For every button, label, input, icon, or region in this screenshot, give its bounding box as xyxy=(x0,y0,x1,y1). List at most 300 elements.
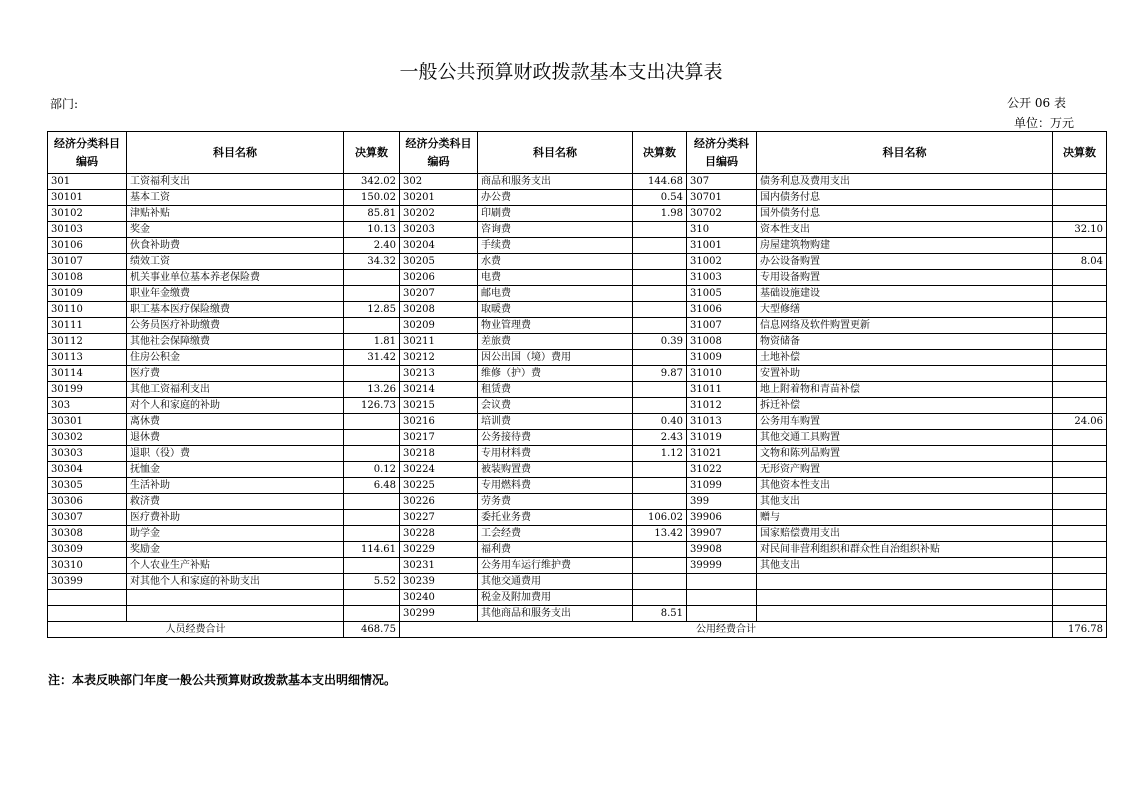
cell-amount: 10.13 xyxy=(344,222,400,238)
cell-amount xyxy=(633,270,687,286)
cell-amount xyxy=(633,350,687,366)
cell-name: 物业管理费 xyxy=(478,318,633,334)
cell-name: 国外债务付息 xyxy=(757,206,1053,222)
cell-amount xyxy=(633,254,687,270)
cell-code xyxy=(48,606,127,622)
cell-name: 个人农业生产补贴 xyxy=(127,558,344,574)
table-row xyxy=(48,414,1107,430)
cell-amount xyxy=(344,318,400,334)
cell-name: 职业年金缴费 xyxy=(127,286,344,302)
form-code: 公开 06 表 xyxy=(1007,96,1066,110)
cell-code: 30310 xyxy=(48,558,127,574)
cell-amount: 8.04 xyxy=(1053,254,1107,270)
cell-amount: 8.51 xyxy=(633,606,687,622)
cell-code xyxy=(687,590,757,606)
cell-code: 399 xyxy=(687,494,757,510)
cell-amount xyxy=(633,302,687,318)
cell-name: 工会经费 xyxy=(478,526,633,542)
cell-amount xyxy=(1053,318,1107,334)
cell-name: 其他工资福利支出 xyxy=(127,382,344,398)
cell-name: 医疗费 xyxy=(127,366,344,382)
cell-name xyxy=(757,574,1053,590)
cell-name: 商品和服务支出 xyxy=(478,174,633,190)
cell-code: 30231 xyxy=(400,558,478,574)
cell-amount: 1.98 xyxy=(633,206,687,222)
cell-name: 土地补偿 xyxy=(757,350,1053,366)
table-row xyxy=(48,318,1107,334)
cell-name: 福利费 xyxy=(478,542,633,558)
cell-code: 31011 xyxy=(687,382,757,398)
cell-code: 30111 xyxy=(48,318,127,334)
cell-name: 电费 xyxy=(478,270,633,286)
cell-amount xyxy=(344,366,400,382)
cell-amount xyxy=(1053,270,1107,286)
cell-name: 其他支出 xyxy=(757,494,1053,510)
cell-amount xyxy=(633,494,687,510)
cell-code: 30225 xyxy=(400,478,478,494)
cell-name: 其他支出 xyxy=(757,558,1053,574)
cell-name: 水费 xyxy=(478,254,633,270)
table-row xyxy=(48,574,1107,590)
header-name: 科目名称 xyxy=(757,132,1053,174)
cell-amount xyxy=(1053,526,1107,542)
cell-name: 医疗费补助 xyxy=(127,510,344,526)
cell-code: 30303 xyxy=(48,446,127,462)
table-row xyxy=(48,270,1107,286)
cell-code: 30214 xyxy=(400,382,478,398)
cell-code: 30701 xyxy=(687,190,757,206)
public-total-label: 公用经费合计 xyxy=(400,622,1053,638)
footnote: 注：本表反映部门年度一般公共预算财政拨款基本支出明细情况。 xyxy=(48,673,397,687)
header-amount: 决算数 xyxy=(633,132,687,174)
cell-code: 31006 xyxy=(687,302,757,318)
cell-name: 国内债务付息 xyxy=(757,190,1053,206)
cell-name: 退休费 xyxy=(127,430,344,446)
cell-amount: 342.02 xyxy=(344,174,400,190)
cell-amount: 144.68 xyxy=(633,174,687,190)
cell-name: 邮电费 xyxy=(478,286,633,302)
cell-code: 30208 xyxy=(400,302,478,318)
cell-name: 其他商品和服务支出 xyxy=(478,606,633,622)
cell-name: 机关事业单位基本养老保险费 xyxy=(127,270,344,286)
cell-amount: 106.02 xyxy=(633,510,687,526)
cell-code: 30305 xyxy=(48,478,127,494)
cell-name xyxy=(757,590,1053,606)
header-name: 科目名称 xyxy=(127,132,344,174)
cell-name: 办公费 xyxy=(478,190,633,206)
cell-amount: 13.26 xyxy=(344,382,400,398)
cell-name: 国家赔偿费用支出 xyxy=(757,526,1053,542)
cell-code: 30218 xyxy=(400,446,478,462)
cell-code: 30108 xyxy=(48,270,127,286)
table-body xyxy=(48,174,1107,622)
cell-code: 30226 xyxy=(400,494,478,510)
cell-amount xyxy=(1053,478,1107,494)
cell-name: 差旅费 xyxy=(478,334,633,350)
cell-amount xyxy=(1053,366,1107,382)
cell-name: 债务利息及费用支出 xyxy=(757,174,1053,190)
table-row xyxy=(48,238,1107,254)
cell-amount: 0.12 xyxy=(344,462,400,478)
cell-code: 30207 xyxy=(400,286,478,302)
cell-code: 30114 xyxy=(48,366,127,382)
header-econ-class: 经济分类科目编码 xyxy=(400,132,478,174)
cell-amount: 1.12 xyxy=(633,446,687,462)
cell-name: 职工基本医疗保险缴费 xyxy=(127,302,344,318)
cell-code: 31010 xyxy=(687,366,757,382)
cell-amount xyxy=(1053,174,1107,190)
cell-name: 咨询费 xyxy=(478,222,633,238)
personnel-total-label: 人员经费合计 xyxy=(48,622,344,638)
cell-amount xyxy=(1053,606,1107,622)
cell-amount xyxy=(633,462,687,478)
cell-code: 30304 xyxy=(48,462,127,478)
cell-name: 基础设施建设 xyxy=(757,286,1053,302)
cell-code: 30101 xyxy=(48,190,127,206)
cell-code: 30110 xyxy=(48,302,127,318)
cell-code: 30302 xyxy=(48,430,127,446)
cell-amount xyxy=(344,510,400,526)
header-name: 科目名称 xyxy=(478,132,633,174)
cell-name: 津贴补贴 xyxy=(127,206,344,222)
cell-code: 30229 xyxy=(400,542,478,558)
cell-amount xyxy=(633,222,687,238)
cell-amount xyxy=(1053,558,1107,574)
cell-amount: 2.43 xyxy=(633,430,687,446)
cell-amount xyxy=(1053,446,1107,462)
cell-name: 公务员医疗补助缴费 xyxy=(127,318,344,334)
cell-code: 30206 xyxy=(400,270,478,286)
cell-name: 被装购置费 xyxy=(478,462,633,478)
table-row xyxy=(48,350,1107,366)
table-row xyxy=(48,510,1107,526)
cell-amount xyxy=(633,238,687,254)
cell-amount xyxy=(1053,334,1107,350)
cell-name: 委托业务费 xyxy=(478,510,633,526)
cell-code: 30106 xyxy=(48,238,127,254)
cell-amount: 13.42 xyxy=(633,526,687,542)
cell-name: 办公设备购置 xyxy=(757,254,1053,270)
cell-name: 公务用车运行维护费 xyxy=(478,558,633,574)
cell-code: 30306 xyxy=(48,494,127,510)
cell-name: 大型修缮 xyxy=(757,302,1053,318)
cell-code: 31009 xyxy=(687,350,757,366)
header-amount: 决算数 xyxy=(344,132,400,174)
cell-amount: 5.52 xyxy=(344,574,400,590)
cell-name: 手续费 xyxy=(478,238,633,254)
cell-name: 因公出国（境）费用 xyxy=(478,350,633,366)
personnel-total-value: 468.75 xyxy=(344,622,400,638)
cell-name: 公务接待费 xyxy=(478,430,633,446)
table-row xyxy=(48,478,1107,494)
cell-amount xyxy=(1053,302,1107,318)
cell-code: 30205 xyxy=(400,254,478,270)
cell-amount: 126.73 xyxy=(344,398,400,414)
cell-amount xyxy=(1053,350,1107,366)
cell-name: 伙食补助费 xyxy=(127,238,344,254)
cell-name: 基本工资 xyxy=(127,190,344,206)
cell-code: 30107 xyxy=(48,254,127,270)
cell-code: 30109 xyxy=(48,286,127,302)
table-row xyxy=(48,254,1107,270)
cell-name: 其他社会保障缴费 xyxy=(127,334,344,350)
cell-code: 307 xyxy=(687,174,757,190)
cell-name: 专用设备购置 xyxy=(757,270,1053,286)
cell-code: 30211 xyxy=(400,334,478,350)
cell-amount: 0.40 xyxy=(633,414,687,430)
table-row xyxy=(48,398,1107,414)
cell-amount xyxy=(633,574,687,590)
cell-code: 30213 xyxy=(400,366,478,382)
cell-amount xyxy=(633,398,687,414)
cell-code: 30212 xyxy=(400,350,478,366)
cell-amount xyxy=(1053,206,1107,222)
cell-code: 30103 xyxy=(48,222,127,238)
cell-amount xyxy=(1053,238,1107,254)
cell-code: 31012 xyxy=(687,398,757,414)
cell-amount: 1.81 xyxy=(344,334,400,350)
cell-amount xyxy=(1053,590,1107,606)
public-total-value: 176.78 xyxy=(1053,622,1107,638)
table-row xyxy=(48,222,1107,238)
cell-name: 救济费 xyxy=(127,494,344,510)
table-row xyxy=(48,462,1107,478)
table-row xyxy=(48,190,1107,206)
cell-code: 30102 xyxy=(48,206,127,222)
page-title: 一般公共预算财政拨款基本支出决算表 xyxy=(399,61,723,83)
cell-amount xyxy=(344,590,400,606)
cell-name: 印刷费 xyxy=(478,206,633,222)
cell-amount: 9.87 xyxy=(633,366,687,382)
cell-amount xyxy=(1053,462,1107,478)
cell-code: 30199 xyxy=(48,382,127,398)
unit-label: 单位：万元 xyxy=(1013,116,1074,130)
header-row xyxy=(48,132,1107,174)
cell-code: 30239 xyxy=(400,574,478,590)
cell-name: 抚恤金 xyxy=(127,462,344,478)
cell-amount: 12.85 xyxy=(344,302,400,318)
cell-name: 维修（护）费 xyxy=(478,366,633,382)
cell-amount xyxy=(1053,190,1107,206)
table-row xyxy=(48,286,1107,302)
header-econ-class: 经济分类科目编码 xyxy=(687,132,757,174)
cell-amount: 2.40 xyxy=(344,238,400,254)
cell-amount xyxy=(633,382,687,398)
cell-amount xyxy=(344,494,400,510)
cell-amount xyxy=(1053,574,1107,590)
cell-name: 生活补助 xyxy=(127,478,344,494)
cell-code: 30203 xyxy=(400,222,478,238)
cell-name: 工资福利支出 xyxy=(127,174,344,190)
cell-code: 30112 xyxy=(48,334,127,350)
cell-name: 房屋建筑物购建 xyxy=(757,238,1053,254)
cell-name: 其他资本性支出 xyxy=(757,478,1053,494)
cell-amount xyxy=(633,542,687,558)
cell-code: 31022 xyxy=(687,462,757,478)
table-row xyxy=(48,174,1107,190)
cell-amount xyxy=(344,430,400,446)
cell-name xyxy=(127,590,344,606)
cell-code: 31002 xyxy=(687,254,757,270)
cell-name: 对个人和家庭的补助 xyxy=(127,398,344,414)
cell-code: 31019 xyxy=(687,430,757,446)
table-row xyxy=(48,334,1107,350)
cell-name: 赠与 xyxy=(757,510,1053,526)
cell-amount xyxy=(1053,398,1107,414)
cell-amount xyxy=(1053,494,1107,510)
cell-code: 30113 xyxy=(48,350,127,366)
table-row xyxy=(48,494,1107,510)
cell-code: 31007 xyxy=(687,318,757,334)
cell-name: 助学金 xyxy=(127,526,344,542)
cell-name: 取暖费 xyxy=(478,302,633,318)
cell-name: 其他交通费用 xyxy=(478,574,633,590)
cell-amount xyxy=(633,286,687,302)
cell-code: 30399 xyxy=(48,574,127,590)
table-row xyxy=(48,590,1107,606)
cell-name: 公务用车购置 xyxy=(757,414,1053,430)
cell-amount: 85.81 xyxy=(344,206,400,222)
cell-code: 31099 xyxy=(687,478,757,494)
cell-code: 30299 xyxy=(400,606,478,622)
cell-code xyxy=(687,574,757,590)
cell-amount xyxy=(1053,542,1107,558)
cell-code: 30209 xyxy=(400,318,478,334)
cell-name: 专用材料费 xyxy=(478,446,633,462)
cell-code: 31013 xyxy=(687,414,757,430)
cell-code: 30216 xyxy=(400,414,478,430)
cell-code: 30309 xyxy=(48,542,127,558)
cell-amount: 24.06 xyxy=(1053,414,1107,430)
cell-code: 31008 xyxy=(687,334,757,350)
cell-name: 拆迁补偿 xyxy=(757,398,1053,414)
cell-amount xyxy=(1053,382,1107,398)
cell-code xyxy=(48,590,127,606)
cell-amount xyxy=(633,478,687,494)
totals-row xyxy=(48,622,1107,638)
cell-amount xyxy=(344,526,400,542)
table-row xyxy=(48,526,1107,542)
cell-name: 专用燃料费 xyxy=(478,478,633,494)
cell-code: 31003 xyxy=(687,270,757,286)
department-label: 部门: xyxy=(50,97,79,111)
cell-amount xyxy=(344,446,400,462)
cell-name: 无形资产购置 xyxy=(757,462,1053,478)
cell-code: 31005 xyxy=(687,286,757,302)
cell-code: 30215 xyxy=(400,398,478,414)
cell-name xyxy=(757,606,1053,622)
cell-name: 住房公积金 xyxy=(127,350,344,366)
cell-code: 30308 xyxy=(48,526,127,542)
cell-code: 39906 xyxy=(687,510,757,526)
table-row xyxy=(48,446,1107,462)
cell-code: 303 xyxy=(48,398,127,414)
table-row xyxy=(48,366,1107,382)
cell-amount xyxy=(1053,286,1107,302)
cell-code: 310 xyxy=(687,222,757,238)
cell-name: 奖金 xyxy=(127,222,344,238)
cell-amount xyxy=(1053,430,1107,446)
cell-name: 文物和陈列品购置 xyxy=(757,446,1053,462)
cell-code: 30307 xyxy=(48,510,127,526)
cell-amount xyxy=(633,558,687,574)
cell-code: 30301 xyxy=(48,414,127,430)
table-row xyxy=(48,606,1107,622)
header-amount: 决算数 xyxy=(1053,132,1107,174)
cell-name: 税金及附加费用 xyxy=(478,590,633,606)
table-row xyxy=(48,302,1107,318)
cell-amount: 34.32 xyxy=(344,254,400,270)
cell-code: 39907 xyxy=(687,526,757,542)
cell-amount: 6.48 xyxy=(344,478,400,494)
table-row xyxy=(48,558,1107,574)
cell-code: 31001 xyxy=(687,238,757,254)
cell-name: 信息网络及软件购置更新 xyxy=(757,318,1053,334)
cell-amount xyxy=(633,318,687,334)
cell-name: 安置补助 xyxy=(757,366,1053,382)
expenditure-table xyxy=(47,131,1107,638)
cell-name: 退职（役）费 xyxy=(127,446,344,462)
cell-name: 劳务费 xyxy=(478,494,633,510)
cell-amount: 0.54 xyxy=(633,190,687,206)
cell-code: 302 xyxy=(400,174,478,190)
cell-name: 对其他个人和家庭的补助支出 xyxy=(127,574,344,590)
cell-name xyxy=(127,606,344,622)
cell-code xyxy=(687,606,757,622)
cell-amount: 32.10 xyxy=(1053,222,1107,238)
cell-amount: 31.42 xyxy=(344,350,400,366)
table-row xyxy=(48,206,1107,222)
cell-code: 39999 xyxy=(687,558,757,574)
cell-code: 31021 xyxy=(687,446,757,462)
cell-amount: 150.02 xyxy=(344,190,400,206)
cell-amount xyxy=(1053,510,1107,526)
table-row xyxy=(48,382,1107,398)
cell-code: 39908 xyxy=(687,542,757,558)
cell-name: 地上附着物和青苗补偿 xyxy=(757,382,1053,398)
cell-name: 其他交通工具购置 xyxy=(757,430,1053,446)
cell-name: 资本性支出 xyxy=(757,222,1053,238)
cell-name: 租赁费 xyxy=(478,382,633,398)
cell-amount: 114.61 xyxy=(344,542,400,558)
cell-name: 绩效工资 xyxy=(127,254,344,270)
cell-code: 30224 xyxy=(400,462,478,478)
cell-name: 对民间非营利组织和群众性自治组织补贴 xyxy=(757,542,1053,558)
cell-amount xyxy=(344,558,400,574)
cell-amount: 0.39 xyxy=(633,334,687,350)
cell-code: 30240 xyxy=(400,590,478,606)
cell-name: 物资储备 xyxy=(757,334,1053,350)
cell-name: 奖励金 xyxy=(127,542,344,558)
cell-amount xyxy=(344,286,400,302)
cell-amount xyxy=(344,270,400,286)
cell-code: 30202 xyxy=(400,206,478,222)
cell-code: 30227 xyxy=(400,510,478,526)
cell-name: 会议费 xyxy=(478,398,633,414)
cell-code: 301 xyxy=(48,174,127,190)
cell-amount xyxy=(344,606,400,622)
cell-amount xyxy=(633,590,687,606)
cell-code: 30204 xyxy=(400,238,478,254)
cell-code: 30201 xyxy=(400,190,478,206)
cell-amount xyxy=(344,414,400,430)
cell-code: 30702 xyxy=(687,206,757,222)
cell-code: 30217 xyxy=(400,430,478,446)
cell-code: 30228 xyxy=(400,526,478,542)
cell-name: 培训费 xyxy=(478,414,633,430)
header-econ-class: 经济分类科目编码 xyxy=(48,132,127,174)
table-row xyxy=(48,542,1107,558)
